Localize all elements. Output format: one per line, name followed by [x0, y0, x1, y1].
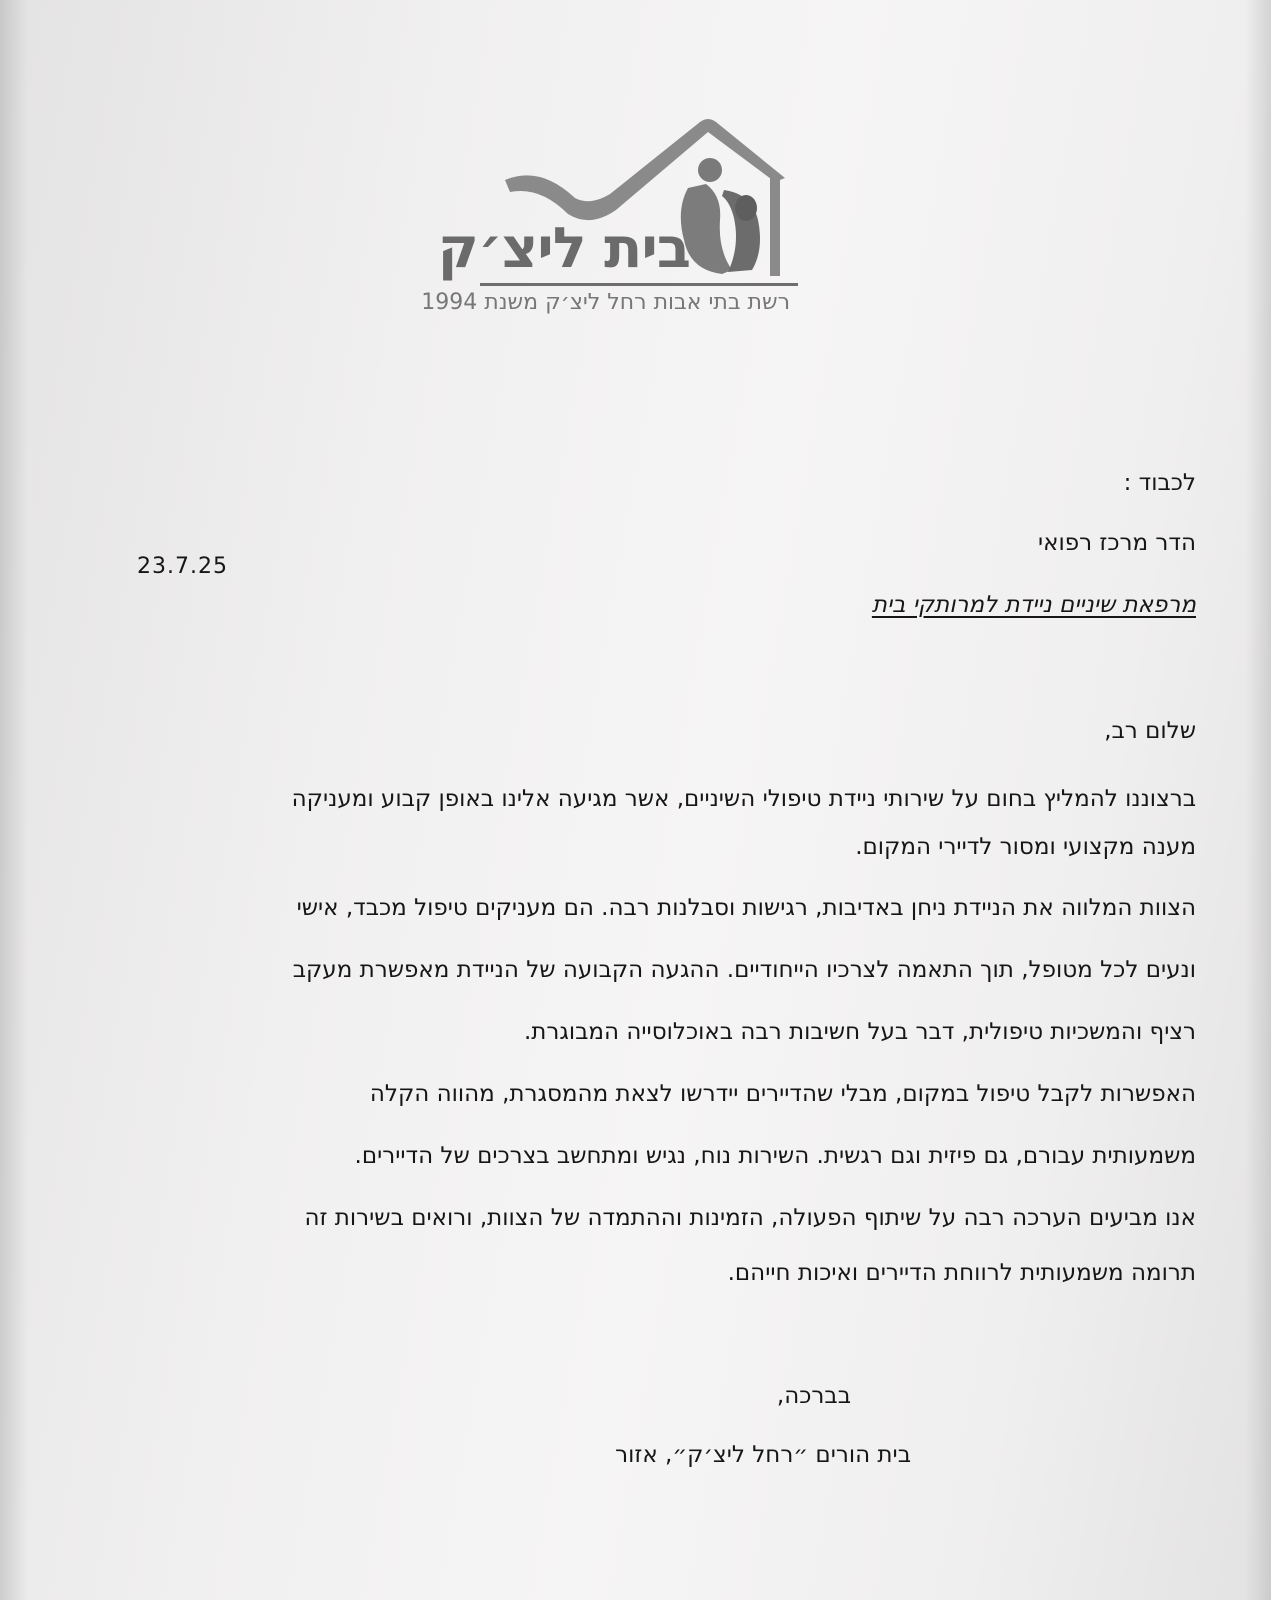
closing: בברכה,: [776, 1383, 851, 1409]
signature: בית הורים ״רחל ליצ׳ק״, אזור: [615, 1442, 911, 1468]
body-line: ברצוננו להמליץ בחום על שירותי ניידת טיפולי השיניים, אשר מגיעה אלינו באופן קבוע ומעניקה: [291, 786, 1196, 812]
logo-underline: [480, 283, 798, 286]
body-line: ונעים לכל מטופל, תוך התאמה לצרכיו הייחודיים. ההגעה הקבועה של הניידת מאפשרת מעקב: [292, 957, 1196, 983]
greeting: שלום רב,: [1104, 718, 1196, 744]
recipient-label: לכבוד :: [1123, 470, 1196, 496]
body-line: רציף והמשכיות טיפולית, דבר בעל חשיבות רבה באוכלוסייה המבוגרת.: [523, 1019, 1196, 1045]
letterhead-logo: [421, 110, 810, 340]
recipient-organization: הדר מרכז רפואי: [1037, 530, 1196, 556]
letter-subject: מרפאת שיניים ניידת למרותקי בית: [871, 592, 1196, 618]
org-name: בית ליצ׳ק: [437, 216, 690, 281]
body-line: תרומה משמעותית לרווחת הדיירים ואיכות חייהם.: [727, 1260, 1196, 1286]
body-line: משמעותית עבורם, גם פיזית וגם רגשית. השירות נוח, נגיש ומתחשב בצרכים של הדיירים.: [354, 1143, 1196, 1169]
body-line: אנו מביעים הערכה רבה על שיתוף הפעולה, הזמינות וההתמדה של הצוות, ורואים בשירות זה: [304, 1205, 1196, 1231]
letter-date: 23.7.25: [137, 554, 228, 579]
org-tagline: רשת בתי אבות רחל ליצ׳ק משנת 1994: [421, 290, 790, 315]
body-line: הצוות המלווה את הניידת ניחן באדיבות, רגישות וסבלנות רבה. הם מעניקים טיפול מכבד, אישי: [296, 895, 1196, 921]
body-line: האפשרות לקבל טיפול במקום, מבלי שהדיירים יידרשו לצאת מהמסגרת, מהווה הקלה: [369, 1081, 1196, 1107]
body-line: מענה מקצועי ומסור לדיירי המקום.: [855, 834, 1196, 860]
